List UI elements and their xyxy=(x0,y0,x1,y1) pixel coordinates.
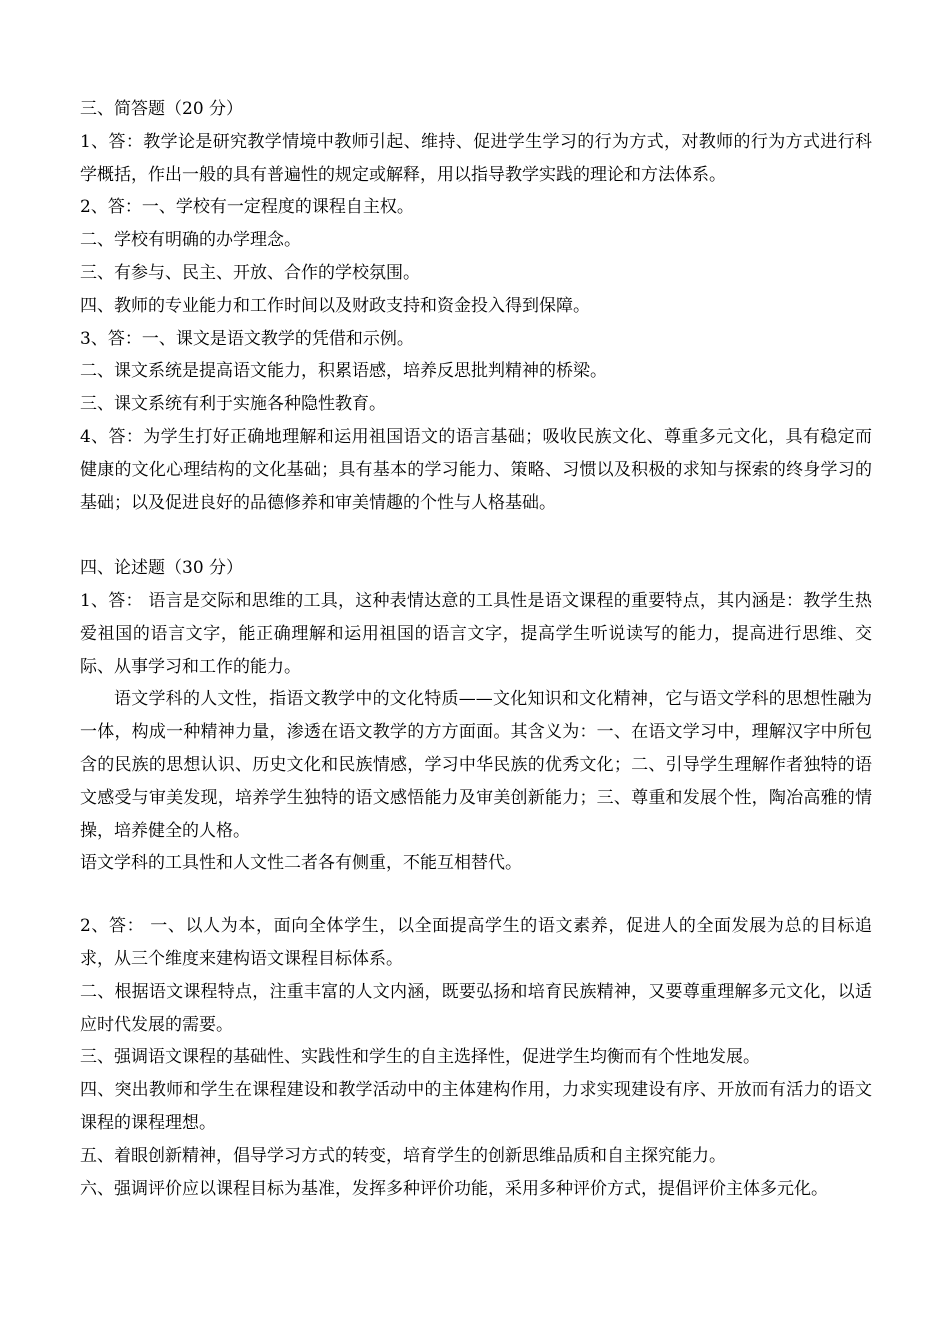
answer-paragraph: 1、答：教学论是研究教学情境中教师引起、维持、促进学生学习的行为方式，对教师的行为方式进行科学概括，作出一般的具有普遍性的规定或解释，用以指导教学实践的理论和方法体系。 xyxy=(80,131,872,185)
answer-paragraph: 六、强调评价应以课程目标为基准，发挥多种评价功能，采用多种评价方式，提倡评价主体多元化。 xyxy=(80,1178,828,1199)
section-heading: 三、简答题（20 分） xyxy=(80,99,244,119)
section-essay xyxy=(80,552,872,1205)
answer-paragraph: 语文学科的人文性，指语文教学中的文化特质——文化知识和文化精神，它与语文学科的思想性融为一体，构成一种精神力量，渗透在语文教学的方方面面。其含义为：一、在语文学习中，理解汉字中所包含的民族的思想认识、历史文化和民族情感，学习中华民族的优秀文化；二、引导学生理解作者独特的语文感受与审美发现，培养学生独特的语文感悟能力及审美创新能力；三、尊重和发展个性，陶冶高雅的情操，培养健全的人格。 xyxy=(80,689,872,841)
answer-paragraph: 四、教师的专业能力和工作时间以及财政支持和资金投入得到保障。 xyxy=(80,295,590,316)
answer-paragraph: 3、答：一、课文是语文教学的凭借和示例。 xyxy=(80,328,414,349)
answer-paragraph: 二、课文系统是提高语文能力，积累语感，培养反思批判精神的桥梁。 xyxy=(80,361,607,382)
answer-paragraph: 三、强调语文课程的基础性、实践性和学生的自主选择性，促进学生均衡而有个性地发展。 xyxy=(80,1047,760,1068)
answer-paragraph: 1、答： 语言是交际和思维的工具，这种表情达意的工具性是语文课程的重要特点，其内涵是：教学生热爱祖国的语言文字，能正确理解和运用祖国的语言文字，提高学生听说读写的能力，提高进行思维、交际、从事学习和工作的能力。 xyxy=(80,590,872,677)
answer-paragraph: 二、根据语文课程特点，注重丰富的人文内涵，既要弘扬和培育民族精神，又要尊重理解多元文化，以适应时代发展的需要。 xyxy=(80,981,872,1035)
answer-paragraph: 2、答： 一、以人为本，面向全体学生，以全面提高学生的语文素养，促进人的全面发展为总的目标追求，从三个维度来建构语文课程目标体系。 xyxy=(80,916,872,969)
answer-paragraph: 三、课文系统有利于实施各种隐性教育。 xyxy=(80,394,386,415)
answer-paragraph: 2、答：一、学校有一定程度的课程自主权。 xyxy=(80,197,414,218)
answer-spacer xyxy=(80,880,872,910)
answer-paragraph: 语文学科的工具性和人文性二者各有侧重，不能互相替代。 xyxy=(80,853,522,874)
section-spacer xyxy=(80,519,872,552)
answer-paragraph: 五、着眼创新精神，倡导学习方式的转变，培育学生的创新思维品质和自主探究能力。 xyxy=(80,1145,726,1166)
answer-paragraph: 三、有参与、民主、开放、合作的学校氛围。 xyxy=(80,262,420,283)
section-short-answer xyxy=(80,93,872,519)
answer-paragraph: 二、学校有明确的办学理念。 xyxy=(80,230,301,251)
answer-paragraph: 4、答：为学生打好正确地理解和运用祖国语文的语言基础；吸收民族文化、尊重多元文化，具有稳定而健康的文化心理结构的文化基础；具有基本的学习能力、策略、习惯以及积极的求知与探索的终身学习的基础；以及促进良好的品德修养和审美情趣的个性与人格基础。 xyxy=(80,426,872,513)
section-heading: 四、论述题（30 分） xyxy=(80,558,244,579)
answer-paragraph: 四、突出教师和学生在课程建设和教学活动中的主体建构作用，力求实现建设有序、开放而有活力的语文课程的课程理想。 xyxy=(80,1080,872,1133)
